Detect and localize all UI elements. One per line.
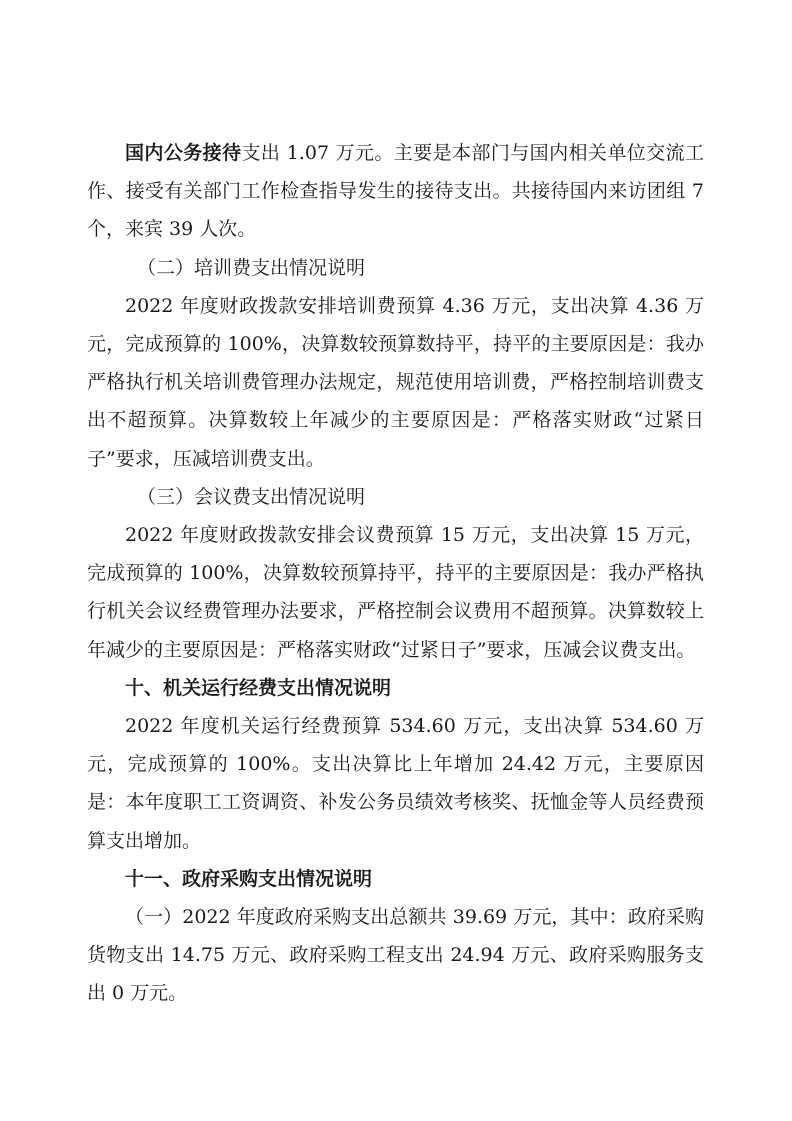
section-heading-meeting: （三）会议费支出情况说明 — [137, 485, 366, 508]
paragraph-training-expense: 2022 年度财政拨款安排培训费预算 4.36 万元，支出决算 4.36 万元，完成预算的 100%，决算数较预算数持平，持平的主要原因是：我办严格执行机关培训费管理办法规定，规范使用培训费，严格控制培训费支出不超预算。决算数较上年减少的主要原因是：严格落实财政“过紧日子”要求，压减培训费支出。 — [87, 294, 704, 470]
document-body — [87, 134, 704, 1013]
paragraph-domestic-reception — [87, 134, 704, 249]
paragraph-lead-term: 国内公务接待 — [125, 142, 242, 164]
paragraph-meeting-expense: 2022 年度财政拨款安排会议费预算 15 万元，支出决算 15 万元，完成预算的 100%，决算数较预算持平，持平的主要原因是：我办严格执行机关会议经费管理办法要求，严格控制会议费用不超预算。决算数较上年减少的主要原因是：严格落实财政“过紧日子”要求，压减会议费支出。 — [87, 524, 704, 661]
section-heading-operating-expense: 十、机关运行经费支出情况说明 — [125, 676, 392, 699]
paragraph-procurement: （一）2022 年度政府采购支出总额共 39.69 万元，其中：政府采购货物支出 14.75 万元、政府采购工程支出 24.94 万元、政府采购服务支出 0 万元。 — [87, 906, 704, 1005]
paragraph-text: 支出 1.07 万元。主要是本部门与国内相关单位交流工作、接受有关部门工作检查指导发生的接待支出。共接待国内来访团组 7 个，来宾 39 人次。 — [87, 142, 704, 241]
section-heading-training: （二）培训费支出情况说明 — [137, 256, 366, 279]
paragraph-operating-expense: 2022 年度机关运行经费预算 534.60 万元，支出决算 534.60 万元，完成预算的 100%。支出决算比上年增加 24.42 万元，主要原因是：本年度职工工资调资、补发公务员绩效考核奖、抚恤金等人员经费预算支出增加。 — [87, 715, 704, 852]
section-heading-procurement: 十一、政府采购支出情况说明 — [125, 867, 373, 890]
